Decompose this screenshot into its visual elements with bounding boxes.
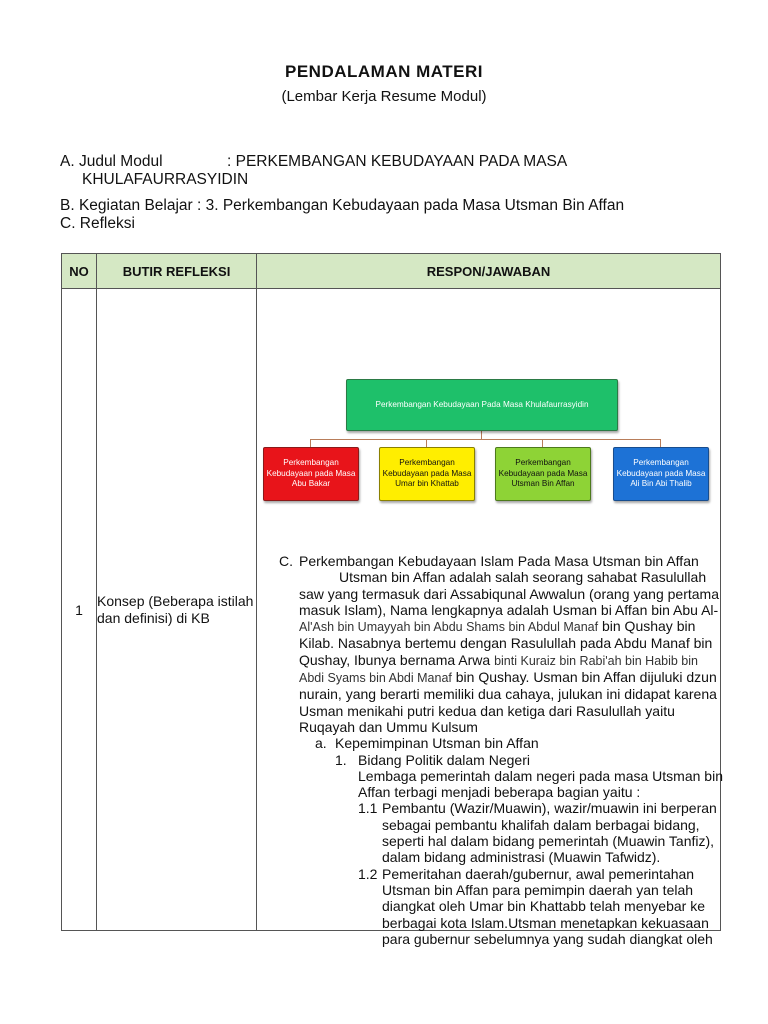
intro-text-2: Al'Ash bin Umayyah bin Abdu Shams bin Abdul Manaf	[299, 620, 599, 635]
item-1-2-text: Pemeritahan daerah/gubernur, awal pemerintahan Utsman bin Affan para pemimpin daerah yan telah diangkat oleh Umar bin Khattabb telah menyebar ke berbagai kota Islam.Utsman menetapkan kekuasaan para gubernur sebelumnya yang sudah diangkat oleh	[382, 865, 713, 947]
org-chart-node-umar: Perkembangan Kebudayaan pada Masa Umar bin Khattab	[379, 447, 475, 501]
item-1-1-text: Pembantu (Wazir/Muawin), wazir/muawin ini berperan sebagai pembantu khalifah dalam berbagai bidang, seperti hal dalam bidang pemerintah (Muawin Tanfiz), dalam bidang administrasi (Muawin Tafwidz).	[382, 800, 717, 866]
reflection-table	[61, 253, 723, 947]
row-number: 1	[62, 289, 97, 931]
section-1-heading: Bidang Politik dalam Negeri	[358, 751, 530, 768]
section-a	[279, 735, 724, 751]
org-chart-node-ali: Perkembangan Kebudayaan pada Masa Ali Bin Abi Thalib	[613, 447, 709, 501]
learning-activity-line: B. Kegiatan Belajar : 3. Perkembangan Kebudayaan pada Masa Utsman Bin Affan	[60, 197, 625, 214]
intro-text-1: Utsman bin Affan adalah salah seorang sahabat Rasulullah saw yang termasuk dari Assabiqunal Awwalun (orang yang pertama masuk Islam), Nama lengkapnya adalah Usman bi Affan bin Abu Al-	[299, 569, 719, 618]
module-title-label: A. Judul Modul	[60, 153, 163, 170]
section-a-heading: Kepemimpinan Utsman bin Affan	[335, 735, 539, 752]
module-title-cont: KHULAFAURRASYIDIN	[82, 171, 249, 188]
page-title: PENDALAMAN MATERI	[284, 62, 483, 81]
item-1-1-marker: 1.1	[358, 800, 378, 817]
reflection-label: C. Refleksi	[60, 215, 135, 232]
section-1-marker: 1.	[335, 751, 347, 768]
row-response	[257, 289, 723, 947]
list-item	[279, 800, 724, 865]
header-butir: BUTIR REFLEKSI	[97, 254, 257, 289]
intro-text-5: bin Qushay. Usman bin Affan dijuluki dzun nurain, yang berarti memiliki dua cahaya, julukan ini didapat karena Usman menikahi putri kedua dan ketiga dari Rasulullah yaitu Ruqayah dan Ummu Kulsum	[299, 669, 717, 735]
row-butir: Konsep (Beberapa istilah dan definisi) di KB	[97, 289, 257, 931]
section-1	[279, 752, 724, 768]
header-respon: RESPON/JAWABAN	[257, 254, 721, 289]
item-1-2-marker: 1.2	[358, 865, 378, 882]
org-chart-node-abu-bakar: Perkembangan Kebudayaan pada Masa Abu Bakar	[263, 447, 359, 501]
intro-text-3: bin Qushay bin Kilab. Nasabnya bertemu dengan Rasulullah pada Abdu Manaf bin Qushay, Ibunya bernama Arwa	[299, 618, 713, 668]
list-item	[279, 866, 724, 947]
intro-paragraph	[279, 569, 724, 735]
intro-text-4: binti Kuraiz bin Rabi'ah bin Habib bin Abdi Syams bin Abdi Manaf	[299, 653, 698, 686]
section-c-marker: C.	[279, 553, 293, 569]
module-title-line	[60, 153, 567, 171]
section-1-paragraph: Lembaga pemerintah dalam negeri pada masa Utsman bin Affan terbagi menjadi beberapa bagian yaitu :	[358, 767, 723, 801]
section-c	[279, 553, 724, 569]
org-chart	[257, 289, 722, 489]
org-chart-node-utsman: Perkembangan Kebudayaan pada Masa Utsman Bin Affan	[495, 447, 591, 501]
table-row	[62, 289, 721, 931]
table-header-row	[62, 254, 721, 289]
header-no: NO	[62, 254, 97, 289]
org-chart-root: Perkembangan Kebudayaan Pada Masa Khulafaurrasyidin	[346, 379, 618, 431]
section-a-marker: a.	[315, 735, 327, 752]
page-subtitle: (Lembar Kerja Resume Modul)	[281, 88, 487, 105]
module-title-value: : PERKEMBANGAN KEBUDAYAAN PADA MASA	[227, 153, 568, 170]
response-text	[279, 553, 724, 947]
section-c-heading: Perkembangan Kebudayaan Islam Pada Masa Utsman bin Affan	[299, 553, 699, 569]
